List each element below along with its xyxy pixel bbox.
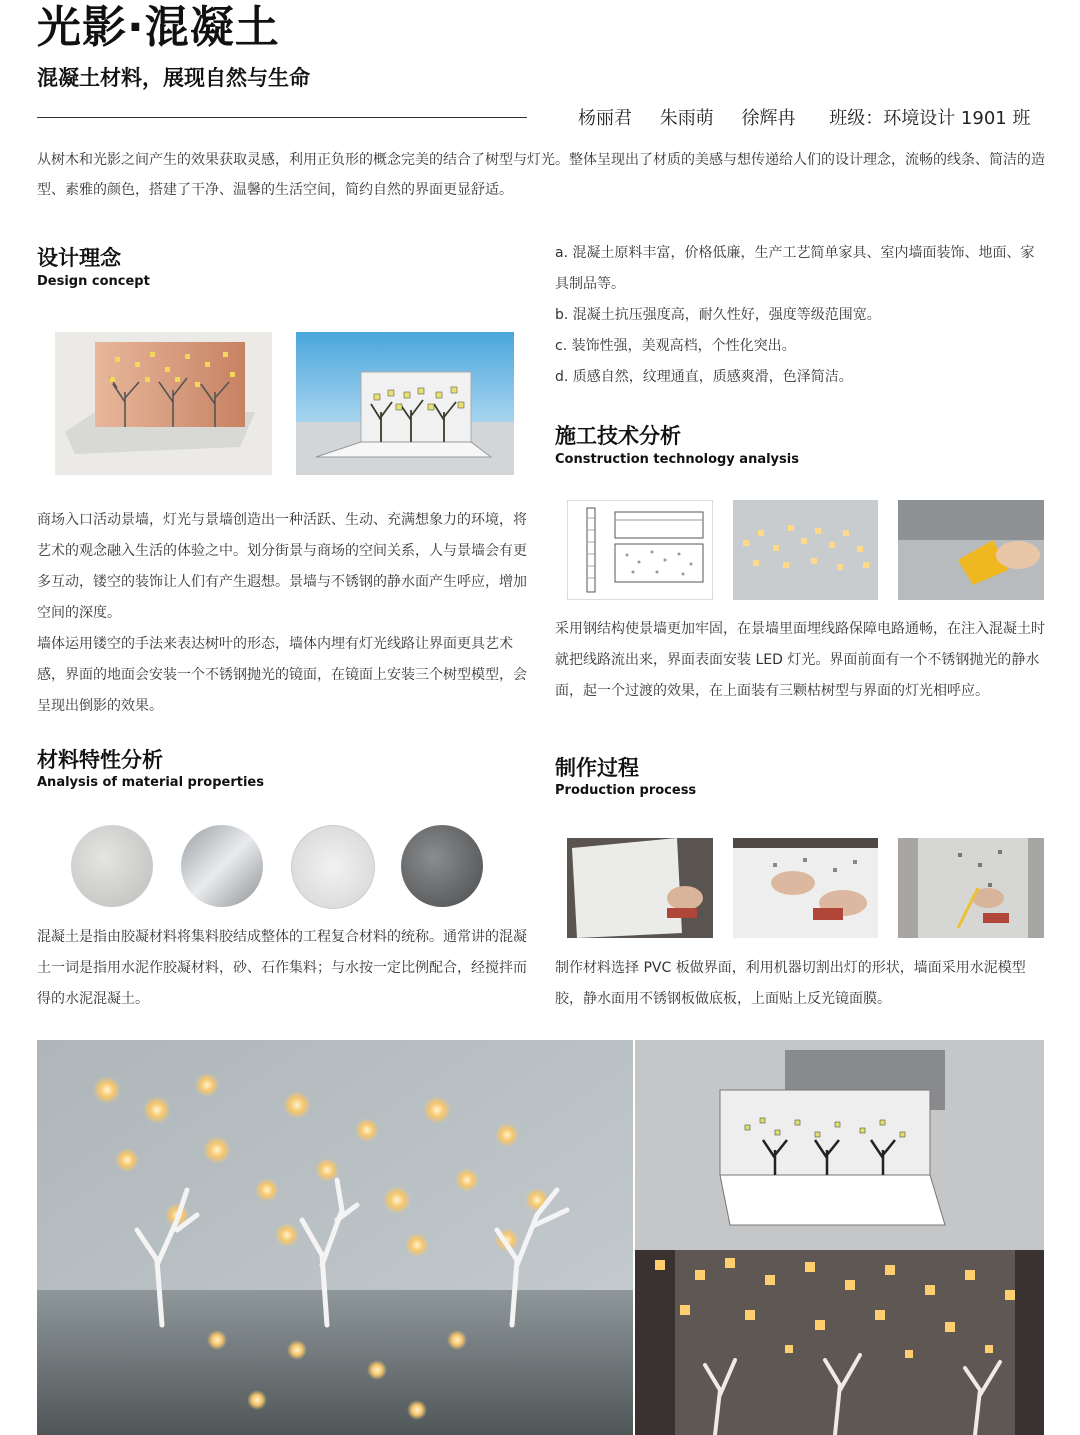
production-title: 制作过程: [555, 756, 639, 780]
construction-title-en: Construction technology analysis: [555, 452, 799, 467]
class-label: 班级：环境设计 1901 班: [829, 108, 1031, 129]
material-analysis-title-en: Analysis of material properties: [37, 775, 264, 790]
material-list-item: d. 质感自然，纹理通直，质感爽滑，色泽简洁。: [555, 369, 853, 385]
production-photo-3: [898, 838, 1044, 938]
construction-lights-image: [733, 500, 878, 600]
design-concept-title-en: Design concept: [37, 274, 150, 289]
production-title-en: Production process: [555, 783, 697, 798]
material-analysis-text: 混凝土是指由胶凝材料将集料胶结成整体的工程复合材料的统称。通常讲的混凝土一词是指用水泥作胶凝材料，砂、石作集料；与水按一定比例配合，经搅拌而得的水泥混凝土。: [37, 929, 527, 1007]
intro-paragraph: 从树木和光影之间产生的效果获取灵感，利用正负形的概念完美的结合了树型与灯光。整体呈现出了材质的美感与想传递给人们的设计理念，流畅的线条、简洁的造型、素雅的颜色，搭建了干净、温馨的生活空间，简约自然的界面更显舒适。: [37, 152, 1045, 198]
dark-metal-sample-swatch: [401, 825, 483, 907]
concrete-sample-swatch: [71, 825, 153, 907]
production-photo-1: [567, 838, 713, 938]
author-line: [578, 104, 1030, 130]
page-subtitle: 混凝土材料，展现自然与生命: [37, 66, 310, 90]
steel-sample-swatch: [181, 825, 263, 907]
production-text: 制作材料选择 PVC 板做界面，利用机器切割出灯的形状，墙面采用水泥模型胶，静水面用不锈钢板做底板，上面贴上反光镜面膜。: [555, 960, 1026, 1007]
author-name: 朱雨萌: [659, 108, 714, 129]
terrazzo-sample-swatch: [291, 825, 375, 909]
design-concept-para-2: 墙体运用镂空的手法来表达树叶的形态，墙体内埋有灯光线路让界面更具艺术感，界面的地面会安装一个不锈钢抛光的镜面，在镜面上安装三个树型模型，会呈现出倒影的效果。: [37, 636, 527, 714]
final-model-render: [635, 1040, 1044, 1250]
final-night-photo: [635, 1250, 1044, 1435]
construction-drawing-image: [567, 500, 713, 600]
construction-title: 施工技术分析: [555, 424, 681, 448]
material-list-item: a. 混凝土原料丰富，价格低廉，生产工艺简单家具、室内墙面装饰、地面、家具制品等。: [555, 245, 1035, 292]
author-name: 杨丽君: [578, 108, 632, 129]
construction-text: 采用钢结构使景墙更加牢固，在景墙里面埋线路保障电路通畅，在注入混凝土时就把线路流出来，界面表面安装 LED 灯光。界面前面有一个不锈钢抛光的静水面，起一个过渡的效果，在上面装有三颗枯树型与界面的灯光相呼应。: [555, 621, 1045, 699]
concept-sketch-image: [55, 332, 272, 475]
author-name: 徐辉冉: [741, 108, 796, 129]
design-concept-para-1: 商场入口活动景墙，灯光与景墙创造出一种活跃、生动、充满想象力的环境，将艺术的观念融入生活的体验之中。划分街景与商场的空间关系，人与景墙会有更多互动，镂空的装饰让人们有产生遐想。景墙与不锈钢的静水面产生呼应，增加空间的深度。: [37, 512, 527, 621]
material-list-item: c. 装饰性强，美观高档，个性化突出。: [555, 338, 796, 354]
design-concept-title: 设计理念: [37, 246, 121, 270]
concept-render-image: [296, 332, 514, 475]
construction-hand-image: [898, 500, 1044, 600]
material-analysis-title: 材料特性分析: [37, 748, 163, 772]
production-photo-2: [733, 838, 878, 938]
material-list-item: b. 混凝土抗压强度高，耐久性好，强度等级范围宽。: [555, 307, 881, 323]
header-divider: [37, 117, 527, 118]
final-wall-photo: [37, 1040, 633, 1435]
material-list: [555, 238, 1047, 393]
page-title: 光影·混凝土: [37, 2, 280, 53]
